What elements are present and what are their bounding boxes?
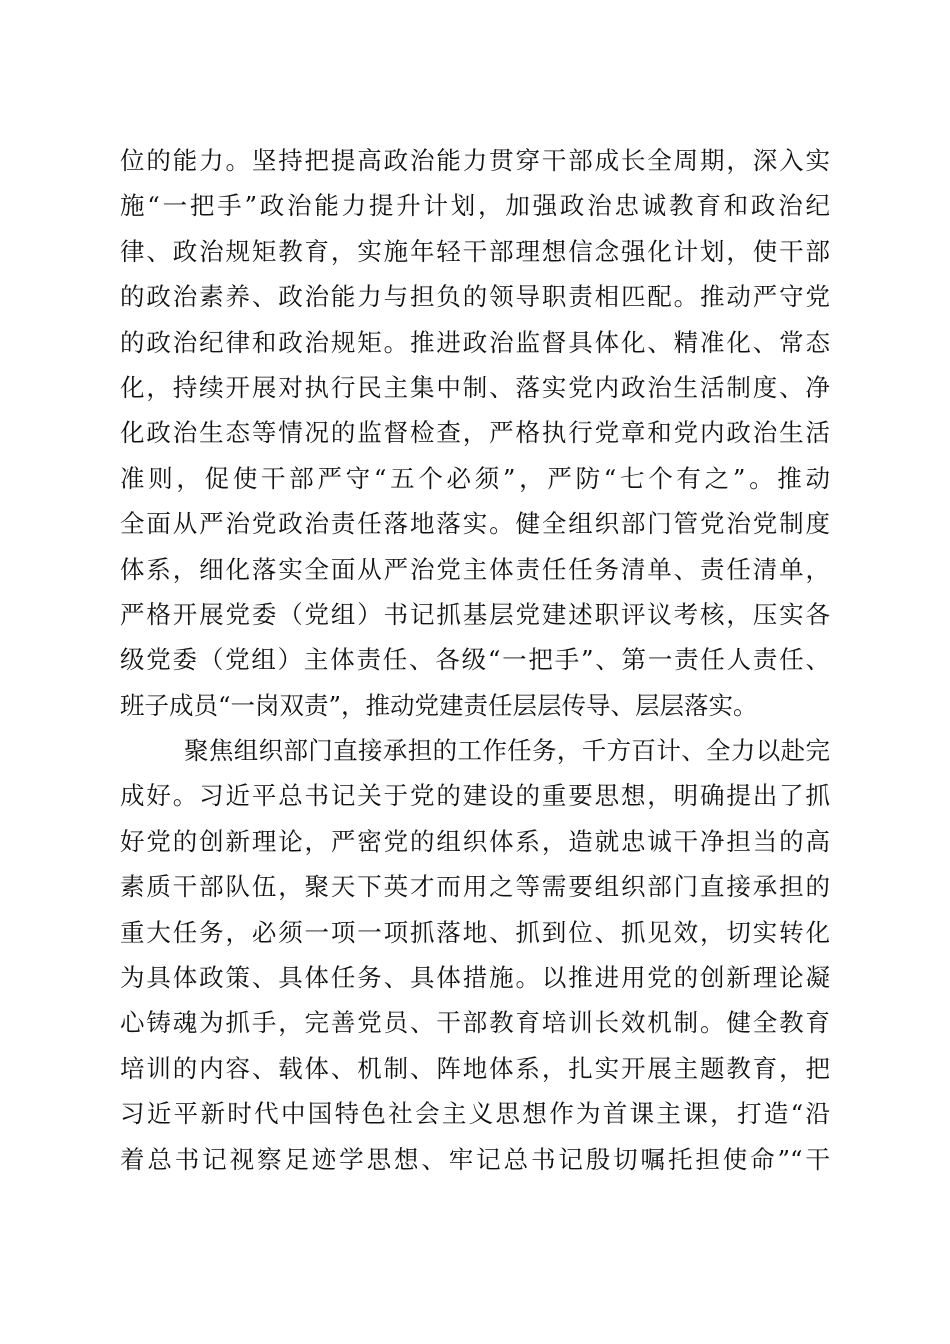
text-line: 的政治纪律和政治规矩。推进政治监督具体化、精准化、常态 bbox=[120, 327, 830, 357]
text-line: 成好。习近平总书记关于党的建设的重要思想，明确提出了抓 bbox=[120, 781, 830, 811]
text-line: 准则，促使干部严守“五个必须”，严防“七个有之”。推动 bbox=[120, 463, 830, 493]
text-line: 培训的内容、载体、机制、阵地体系，扎实开展主题教育，把 bbox=[120, 1053, 830, 1083]
text-line: 习近平新时代中国特色社会主义思想作为首课主课，打造“沿 bbox=[120, 1099, 830, 1129]
text-line: 好党的创新理论，严密党的组织体系，造就忠诚干净担当的高 bbox=[120, 826, 830, 856]
text-line: 化政治生态等情况的监督检查，严格执行党章和党内政治生活 bbox=[120, 418, 830, 448]
text-line: 律、政治规矩教育，实施年轻干部理想信念强化计划，使干部 bbox=[120, 236, 830, 266]
text-line: 施“一把手”政治能力提升计划，加强政治忠诚教育和政治纪 bbox=[120, 191, 830, 221]
text-line: 的政治素养、政治能力与担负的领导职责相匹配。推动严守党 bbox=[120, 282, 830, 312]
text-line: 心铸魂为抓手，完善党员、干部教育培训长效机制。健全教育 bbox=[120, 1008, 830, 1038]
text-line: 为具体政策、具体任务、具体措施。以推进用党的创新理论凝 bbox=[120, 963, 830, 993]
text-line: 严格开展党委（党组）书记抓基层党建述职评议考核，压实各 bbox=[120, 599, 830, 629]
text-line: 重大任务，必须一项一项抓落地、抓到位、抓见效，切实转化 bbox=[120, 917, 830, 947]
text-line: 全面从严治党政治责任落地落实。健全组织部门管党治党制度 bbox=[120, 509, 830, 539]
text-line: 体系，细化落实全面从严治党主体责任任务清单、责任清单， bbox=[120, 554, 830, 584]
text-line: 着总书记视察足迹学思想、牢记总书记殷切嘱托担使命”“干 bbox=[120, 1144, 830, 1174]
text-line: 素质干部队伍，聚天下英才而用之等需要组织部门直接承担的 bbox=[120, 872, 830, 902]
text-line: 位的能力。坚持把提高政治能力贯穿干部成长全周期，深入实 bbox=[120, 146, 830, 175]
text-line: 化，持续开展对执行民主集中制、落实党内政治生活制度、净 bbox=[120, 372, 830, 402]
text-line: 级党委（党组）主体责任、各级“一把手”、第一责任人责任、 bbox=[120, 645, 830, 675]
paragraph-start-line: 聚焦组织部门直接承担的工作任务，千方百计、全力以赴完 bbox=[184, 736, 830, 766]
body-text bbox=[120, 138, 830, 1182]
text-line: 班子成员“一岗双责”，推动党建责任层层传导、层层落实。 bbox=[120, 690, 758, 720]
